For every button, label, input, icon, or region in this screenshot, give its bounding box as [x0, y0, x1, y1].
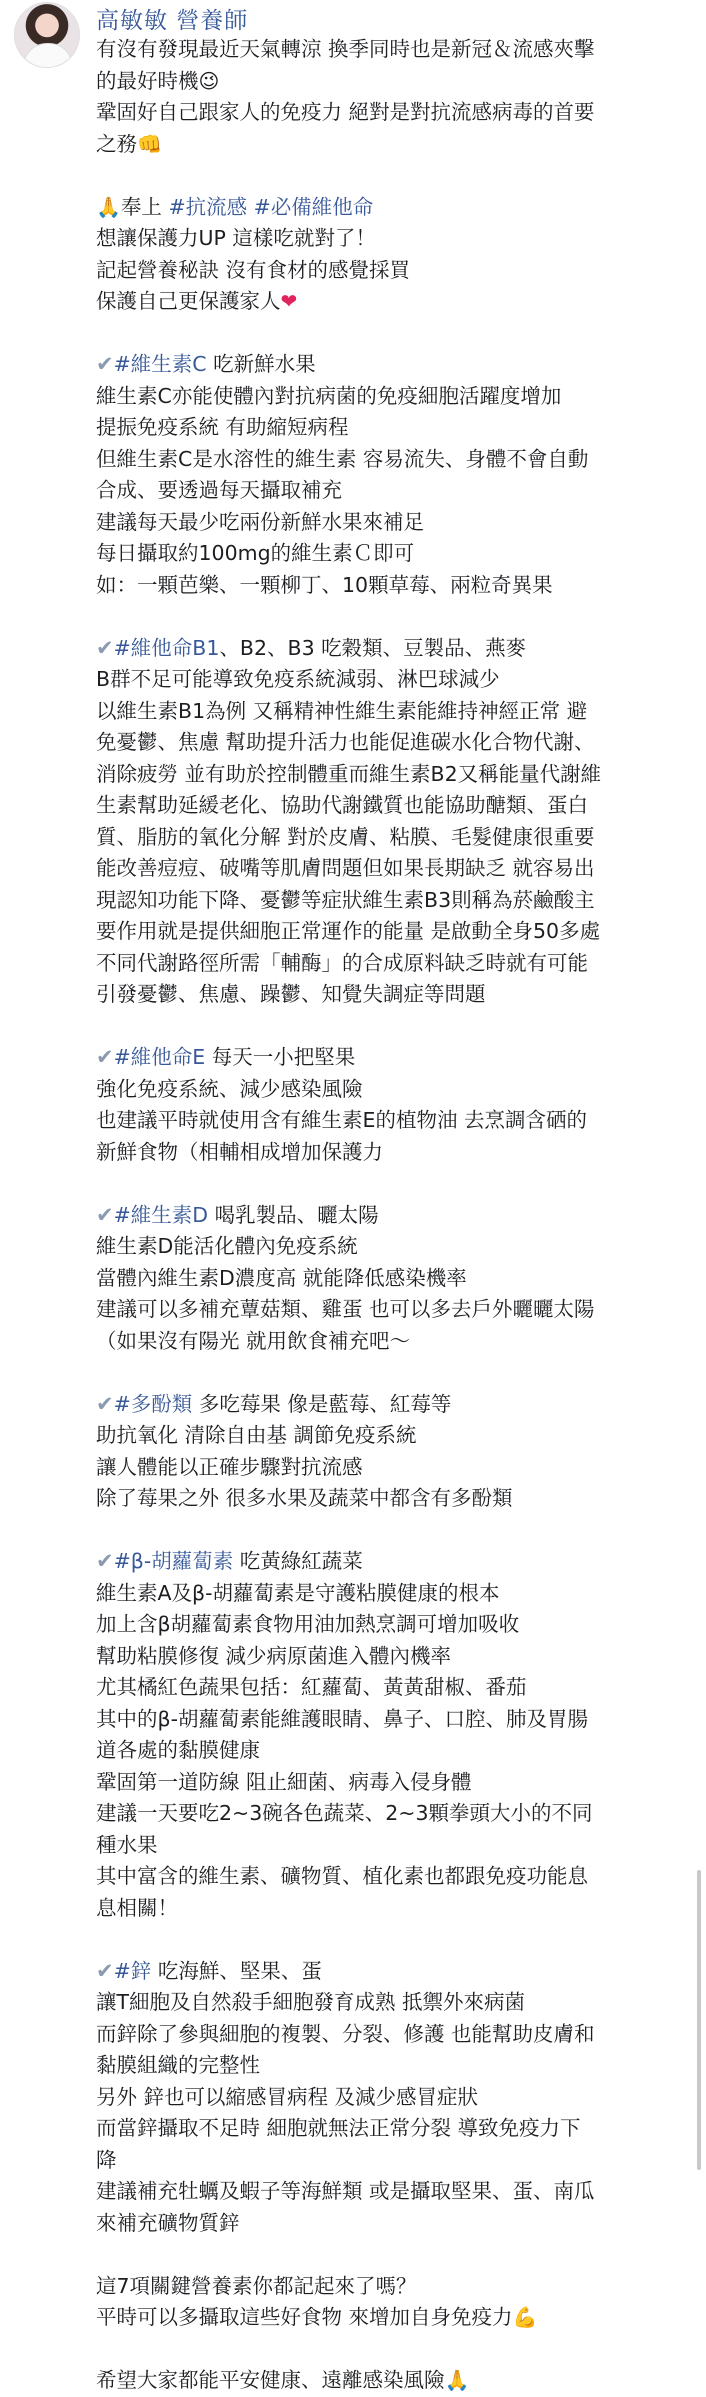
post-line: 消除疲勞 並有助於控制體重而維生素B2又稱能量代謝維 [96, 761, 602, 786]
muscle-emoji-icon: 💪 [512, 2305, 538, 2329]
post-line: 如：一顆芭樂、一顆柳丁、10顆草莓、兩粒奇異果 [96, 572, 553, 597]
post-line: 建議每天最少吃兩份新鮮水果來補足 [96, 509, 424, 534]
post-line: 想讓保護力UP 這樣吃就對了！ [96, 226, 376, 250]
post-line: 鞏固第一道防線 阻止細菌、病毒入侵身體 [96, 1769, 472, 1794]
post-line: 種水果 [96, 1832, 158, 1857]
post-line: 另外 鋅也可以縮感冒病程 及減少感冒症狀 [96, 2084, 479, 2109]
post-line: 要作用就是提供細胞正常運作的能量 是啟動全身50多處 [96, 919, 601, 943]
section-title: 吃海鮮、堅果、蛋 [151, 1958, 322, 1983]
hashtag-link[interactable]: #β-胡蘿蔔素 [113, 1549, 234, 1573]
section-heading [96, 1200, 696, 1232]
post-line: 而鋅除了參與細胞的複製、分裂、修護 也能幫助皮膚和 [96, 2021, 595, 2046]
post-line: 鞏固好自己跟家人的免疫力 絕對是對抗流感病毒的首要 [96, 100, 595, 124]
check-icon: ✔ [96, 1391, 114, 1416]
check-icon: ✔ [96, 352, 114, 376]
post-line: 建議一天要吃2~3碗各色蔬菜、2~3顆拳頭大小的不同 [96, 1801, 593, 1825]
section-heading [96, 349, 696, 381]
post-line: 不同代謝路徑所需「輔酶」的合成原料缺乏時就有可能 [96, 950, 588, 975]
post-line: 平時可以多攝取這些好食物 來增加自身免疫力💪 [96, 2305, 538, 2329]
post-line: 其中的β-胡蘿蔔素能維護眼睛、鼻子、口腔、肺及胃腸 [96, 1706, 588, 1731]
fist-emoji-icon: 👊 [137, 131, 162, 156]
post-line: 新鮮食物（相輔相成增加保護力 [96, 1139, 383, 1164]
author-name[interactable]: 高敏敏 營養師 [96, 8, 249, 34]
post-line: 這7項關鍵營養素你都記起來了嗎？ [96, 2273, 417, 2298]
post-line: 息相關！ [96, 1895, 178, 1920]
hashtag-link[interactable]: #抗流感 #必備維他命 [168, 194, 374, 219]
post-line: 其中富含的維生素、礦物質、植化素也都跟免疫功能息 [96, 1864, 588, 1888]
hashtag-link[interactable]: #維他命E [113, 1045, 206, 1069]
avatar-figure [23, 43, 73, 68]
post-line: 每日攝取約100mg的維生素Ｃ即可 [96, 541, 415, 565]
section-heading [96, 1956, 696, 1988]
post-line: 合成、要透過每天攝取補充 [96, 478, 342, 502]
heart-emoji-icon: ❤ [280, 289, 298, 313]
post-line: 🙏奉上 #抗流感 #必備維他命 [96, 194, 374, 219]
post-line: 助抗氧化 清除自由基 調節免疫系統 [96, 1423, 417, 1447]
section-title: 每天一小把堅果 [205, 1045, 356, 1069]
check-icon: ✔ [96, 1549, 114, 1573]
post-line: 有沒有發現最近天氣轉涼 換季同時也是新冠＆流感夾擊 [96, 37, 595, 61]
post-line: 道各處的黏膜健康 [96, 1738, 260, 1762]
post-line: 讓人體能以正確步驟對抗流感 [96, 1454, 363, 1479]
post-line: 也建議平時就使用含有維生素E的植物油 去烹調含硒的 [96, 1108, 587, 1132]
post-line: 建議可以多補充蕈菇類、雞蛋 也可以多去戶外曬曬太陽 [96, 1297, 595, 1321]
post-line: 質、脂肪的氧化分解 對於皮膚、粘膜、毛髮健康很重要 [96, 824, 595, 849]
section-title: 、B2、B3 吃穀類、豆製品、燕麥 [219, 635, 527, 660]
post-line: 但維生素C是水溶性的維生素 容易流失、身體不會自動 [96, 446, 589, 471]
section-title: 吃黃綠紅蔬菜 [233, 1549, 363, 1573]
post-line: 加上含β胡蘿蔔素食物用油加熱烹調可增加吸收 [96, 1612, 520, 1636]
pray-emoji-icon: 🙏 [444, 2368, 470, 2392]
post-line: B群不足可能導致免疫系統減弱、淋巴球減少 [96, 667, 500, 691]
post-line: 幫助粘膜修復 減少病原菌進入體內機率 [96, 1643, 452, 1668]
check-icon: ✔ [96, 1958, 114, 1983]
post-line: 讓T細胞及自然殺手細胞發育成熟 抵禦外來病菌 [96, 1990, 526, 2014]
hashtag-link[interactable]: #鋅 [113, 1958, 152, 1983]
post-body [96, 34, 696, 2397]
post-line: 生素幫助延緩老化、協助代謝鐵質也能協助醣類、蛋白 [96, 793, 588, 817]
post-line: 免憂鬱、焦慮 幫助提升活力也能促進碳水化合物代謝、 [96, 730, 595, 754]
section-title: 多吃莓果 像是藍莓、紅莓等 [192, 1391, 452, 1416]
check-icon: ✔ [96, 1202, 114, 1227]
post-line: 黏膜組織的完整性 [96, 2053, 260, 2077]
post-line: 維生素C亦能使體內對抗病菌的免疫細胞活躍度增加 [96, 383, 562, 408]
hashtag-link[interactable]: #多酚類 [113, 1391, 193, 1416]
post-line: 現認知功能下降、憂鬱等症狀維生素B3則稱為菸鹼酸主 [96, 887, 595, 912]
section-title: 吃新鮮水果 [206, 352, 316, 376]
post-line: 尤其橘紅色蔬果包括：紅蘿蔔、黃黃甜椒、番茄 [96, 1675, 527, 1699]
hashtag-link[interactable]: #維生素C [113, 352, 207, 376]
post-line: 引發憂鬱、焦慮、躁鬱、知覺失調症等問題 [96, 982, 486, 1006]
section-heading [96, 1042, 696, 1074]
section-heading [96, 633, 696, 665]
smile-emoji-icon: 😉 [198, 68, 220, 93]
hashtag-link[interactable]: #維他命B1 [113, 635, 220, 660]
section-heading [96, 1546, 696, 1578]
hashtag-link[interactable]: #維生素D [113, 1202, 209, 1227]
post-line: 希望大家都能平安健康、遠離感染風險🙏 [96, 2368, 470, 2392]
post-line: 強化免疫系統、減少感染風險 [96, 1076, 363, 1101]
post-line: 維生素D能活化體內免疫系統 [96, 1234, 358, 1258]
post-line: （如果沒有陽光 就用飲食補充吧～ [96, 1328, 411, 1353]
post-line: 建議補充牡蠣及蝦子等海鮮類 或是攝取堅果、蛋、南瓜 [96, 2179, 595, 2203]
post-line: 以維生素B1為例 又稱精神性維生素能維持神經正常 避 [96, 698, 588, 723]
post-line: 而當鋅攝取不足時 細胞就無法正常分裂 導致免疫力下 [96, 2116, 581, 2140]
post-line: 之務👊 [96, 131, 162, 156]
post-line: 維生素A及β-胡蘿蔔素是守護粘膜健康的根本 [96, 1580, 500, 1605]
post-line: 當體內維生素D濃度高 就能降低感染機率 [96, 1265, 467, 1290]
post-line: 記起營養秘訣 沒有食材的感覺採買 [96, 257, 411, 282]
section-heading [96, 1389, 696, 1421]
post-line: 來補充礦物質鋅 [96, 2210, 240, 2235]
nurse-emoji-icon: 🙏 [96, 194, 121, 219]
post-line: 的最好時機😉 [96, 68, 220, 93]
post-line: 保護自己更保護家人❤ [96, 289, 298, 313]
avatar[interactable] [14, 2, 80, 68]
check-icon: ✔ [96, 1045, 114, 1069]
check-icon: ✔ [96, 635, 114, 660]
scrollbar[interactable] [697, 1870, 701, 2170]
post-line: 能改善痘痘、破嘴等肌膚問題但如果長期缺乏 就容易出 [96, 856, 595, 880]
post-line: 提振免疫系統 有助縮短病程 [96, 415, 349, 439]
post-line: 降 [96, 2147, 117, 2172]
section-title: 喝乳製品、曬太陽 [208, 1202, 379, 1227]
post-line: 除了莓果之外 很多水果及蔬菜中都含有多酚類 [96, 1486, 513, 1510]
